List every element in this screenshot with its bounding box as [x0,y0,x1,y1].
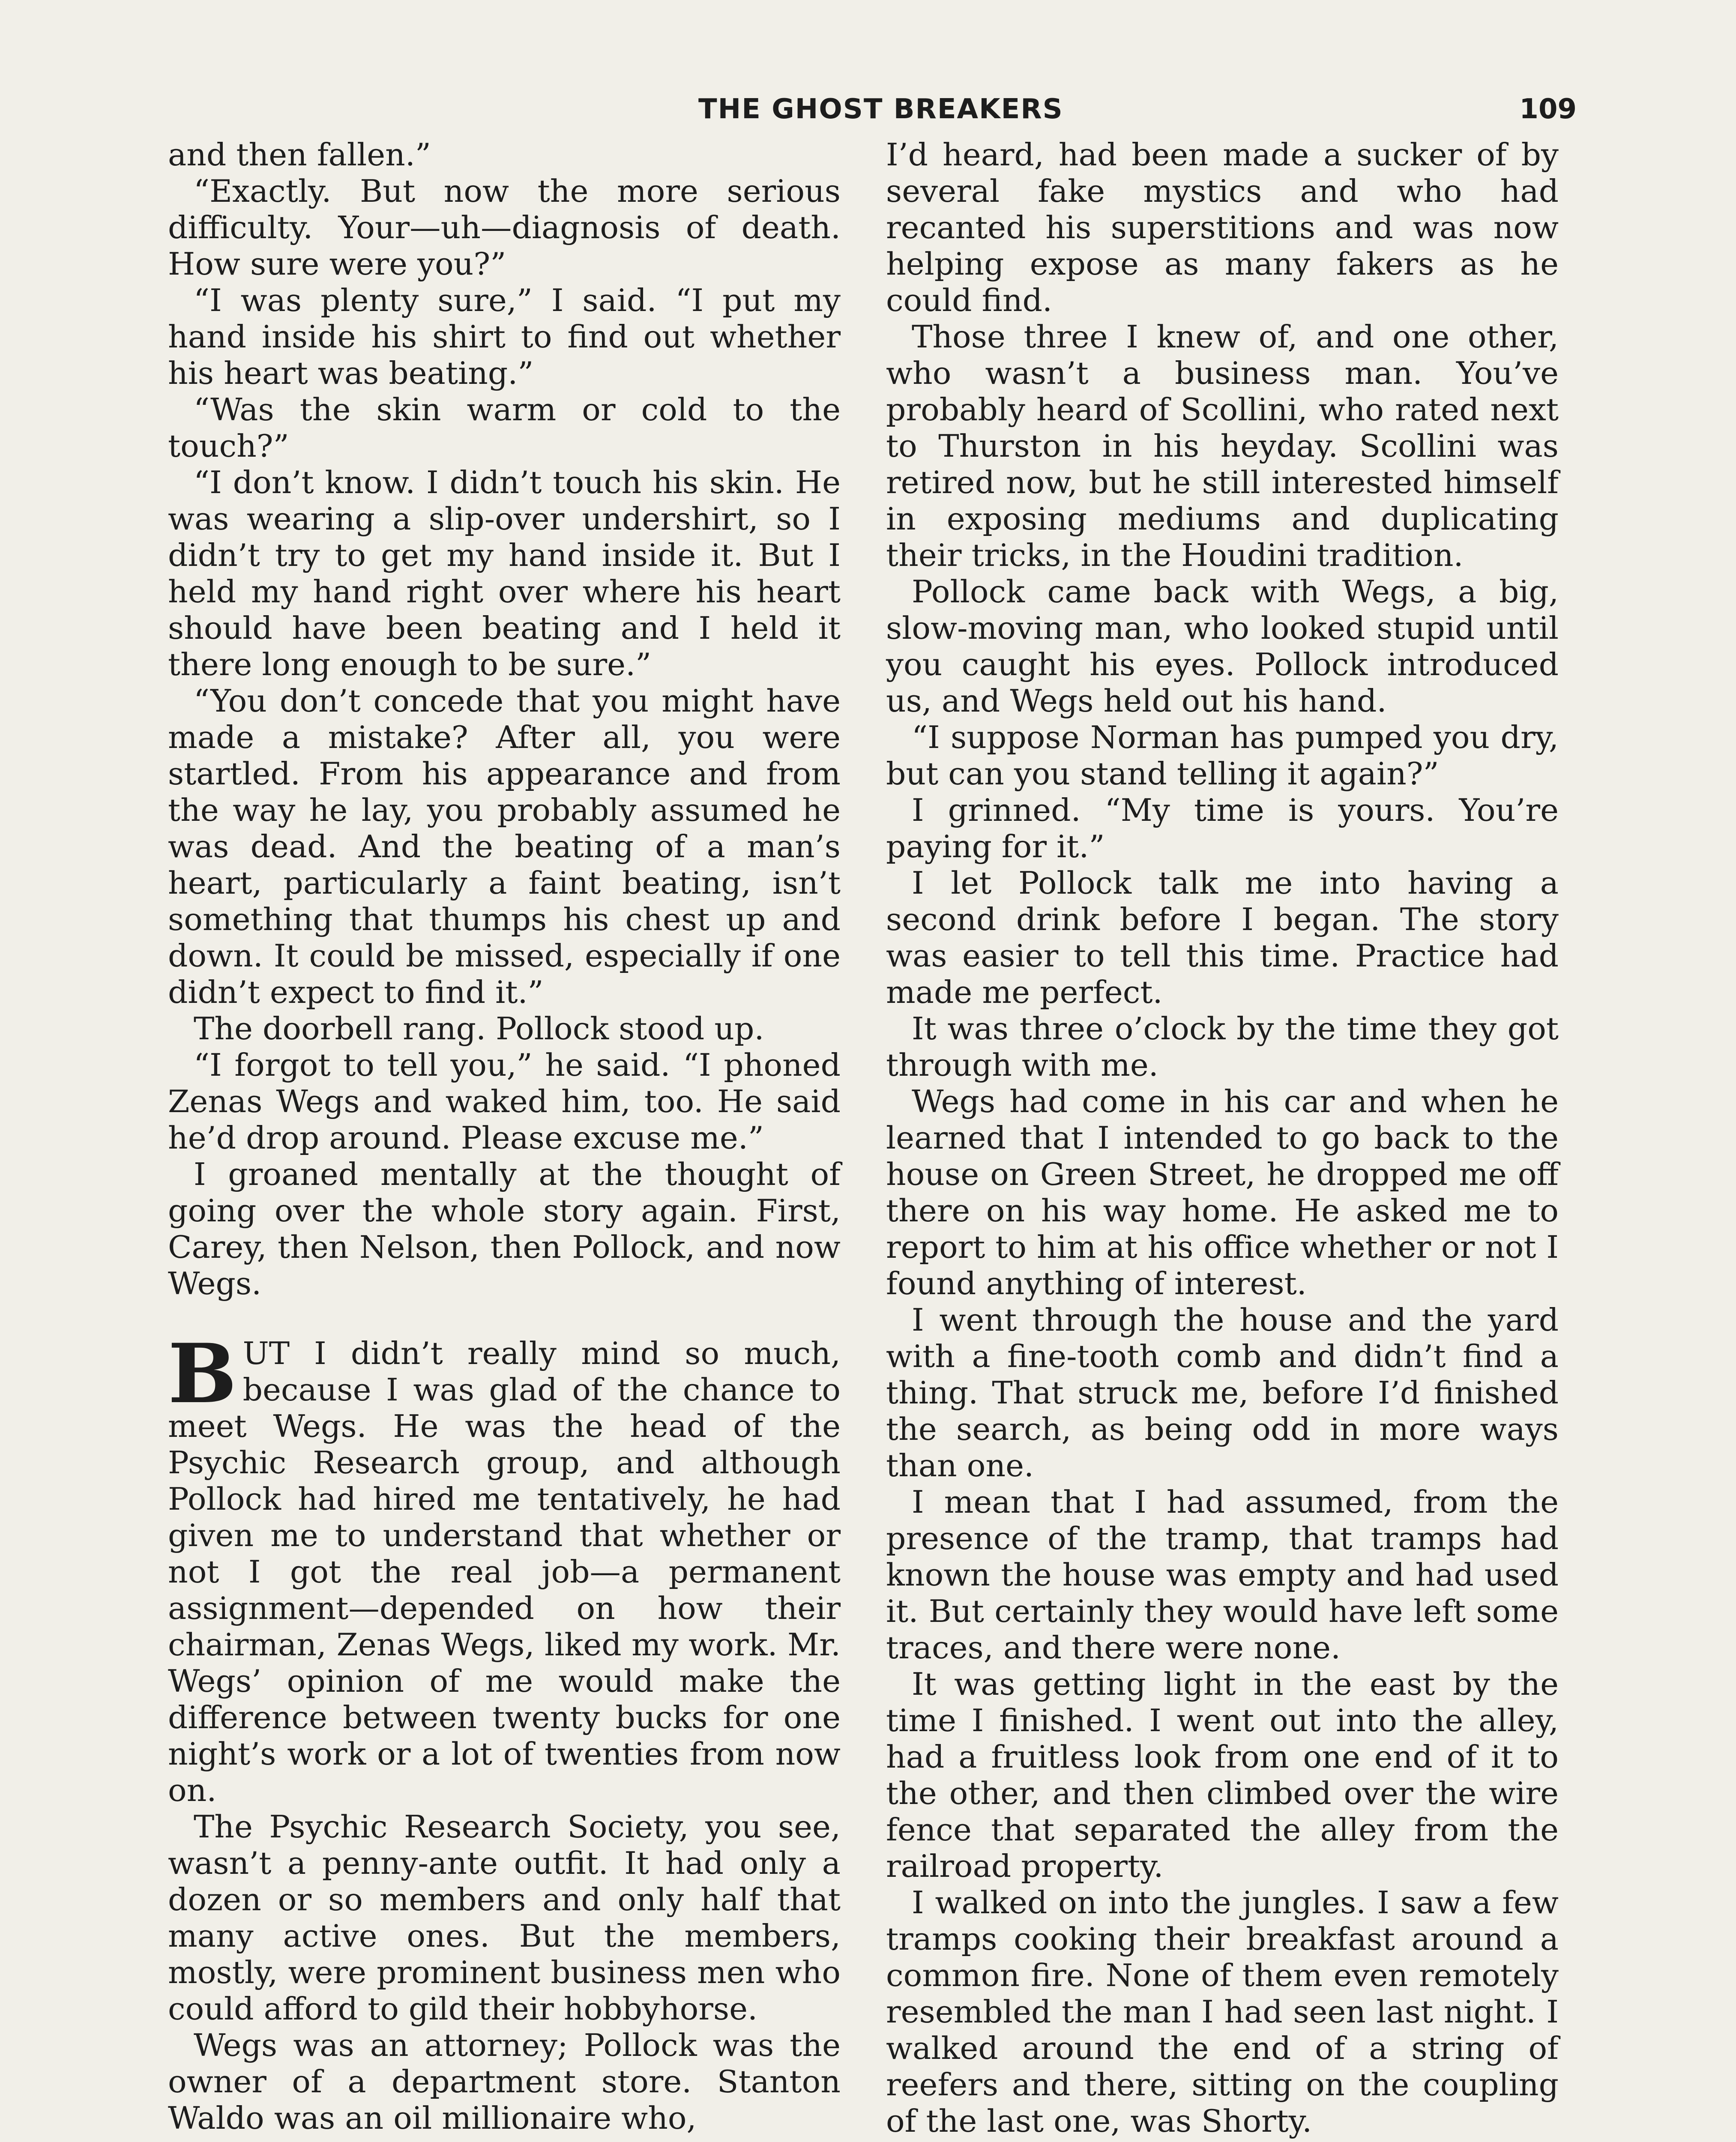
page-number: 109 [1519,93,1577,125]
paragraph: I walked on into the jungles. I saw a few tramps cooking their breakfast around a common fire. None of them even remotely resembled the man I had seen last night. I walked around the end of a string of reefers and there, sitting on the coupling of the last one, was Shorty. [886,1885,1559,2139]
paragraph: I’d heard, had been made a sucker of by several fake mystics and who had recanted his superstitions and was now helping expose as many fakers as he could find. [886,137,1559,319]
paragraph: It was getting light in the east by the time I finished. I went out into the alley, had a fruitless look from one end of it to the other, and then climbed over the wire fence that separated the alley from the railroad property. [886,1666,1559,1885]
paragraph: “I forgot to tell you,” he said. “I phoned Zenas Wegs and waked him, too. He said he’d drop around. Please excuse me.” [168,1047,841,1156]
paragraph: I let Pollock talk me into having a second drink before I began. The story was easier to tell this time. Practice had made me perfect. [886,865,1559,1011]
running-title: THE GHOST BREAKERS [698,93,1063,125]
drop-cap: B [168,1326,237,1421]
paragraph: I grinned. “My time is yours. You’re paying for it.” [886,793,1559,865]
paragraph: I mean that I had assumed, from the presence of the tramp, that tramps had known the house was empty and had used it. But certainly they would have left some traces, and there were none. [886,1484,1559,1666]
paragraph: Wegs was an attorney; Pollock was the owner of a department store. Stanton Waldo was an oil millionaire who, [168,2028,841,2136]
paragraph: Pollock came back with Wegs, a big, slow-moving man, who looked stupid until you caught his eyes. Pollock introduced us, and Wegs held out his hand. [886,574,1559,719]
paragraph: “I don’t know. I didn’t touch his skin. He was wearing a slip-over undershirt, so I didn’t try to get my hand inside it. But I held my hand right over where his heart should have been beating and I held it there long enough to be sure.” [168,465,841,683]
paragraph: “You don’t concede that you might have made a mistake? After all, you were startled. From his appearance and from the way he lay, you probably assumed he was dead. And the beating of a man’s heart, particularly a faint beating, isn’t something that thumps his chest up and down. It could be missed, especially if one didn’t expect to find it.” [168,683,841,1011]
right-column [886,137,1559,2140]
paragraph: It was three o’clock by the time they got through with me. [886,1011,1559,1083]
paragraph: Those three I knew of, and one other, who wasn’t a business man. You’ve probably heard of Scollini, who rated next to Thurston in his heyday. Scollini was retired now, but he still interested himself in exposing mediums and duplicating their tricks, in the Houdini tradition. [886,319,1559,574]
section-opening-paragraph [168,1326,841,1809]
paragraph: “I suppose Norman has pumped you dry, but can you stand telling it again?” [886,720,1559,792]
paragraph: “I was plenty sure,” I said. “I put my hand inside his shirt to find out whether his heart was beating.” [168,283,841,392]
paragraph: The doorbell rang. Pollock stood up. [194,1011,764,1047]
paragraph: I groaned mentally at the thought of going over the whole story again. First, Carey, then Nelson, then Pollock, and now Wegs. [168,1157,841,1302]
paragraph: and then fallen.” [168,137,431,173]
paragraph: I went through the house and the yard with a fine-tooth comb and didn’t find a thing. That struck me, before I’d finished the search, as being odd in more ways than one. [886,1302,1559,1484]
paragraph: The Psychic Research Society, you see, wasn’t a penny-ante outfit. It had only a dozen or so members and only half that many active ones. But the members, mostly, were prominent business men who could afford to gild their hobbyhorse. [168,1809,841,2027]
paragraph: “Was the skin warm or cold to the touch?” [168,392,841,464]
paragraph: Wegs had come in his car and when he learned that I intended to go back to the house on Green Street, he dropped me off there on his way home. He asked me to report to him at his office whether or not I found anything of interest. [886,1084,1559,1302]
left-column [168,137,841,2137]
section-opening-text: UT I didn’t really mind so much, because I was glad of the chance to meet Wegs. He was the head of the Psychic Research group, and although Pollock had hired me tentatively, he had given me to understand that whether or not I got the real job—a permanent assignment—depended on how their chairman, Zenas Wegs, liked my work. Mr. Wegs’ opinion of me would make the difference between twenty bucks for one night’s work or a lot of twenties from now on. [168,1336,841,1809]
paragraph: “Exactly. But now the more serious difficulty. Your—uh—diagnosis of death. How sure were you?” [168,174,841,282]
